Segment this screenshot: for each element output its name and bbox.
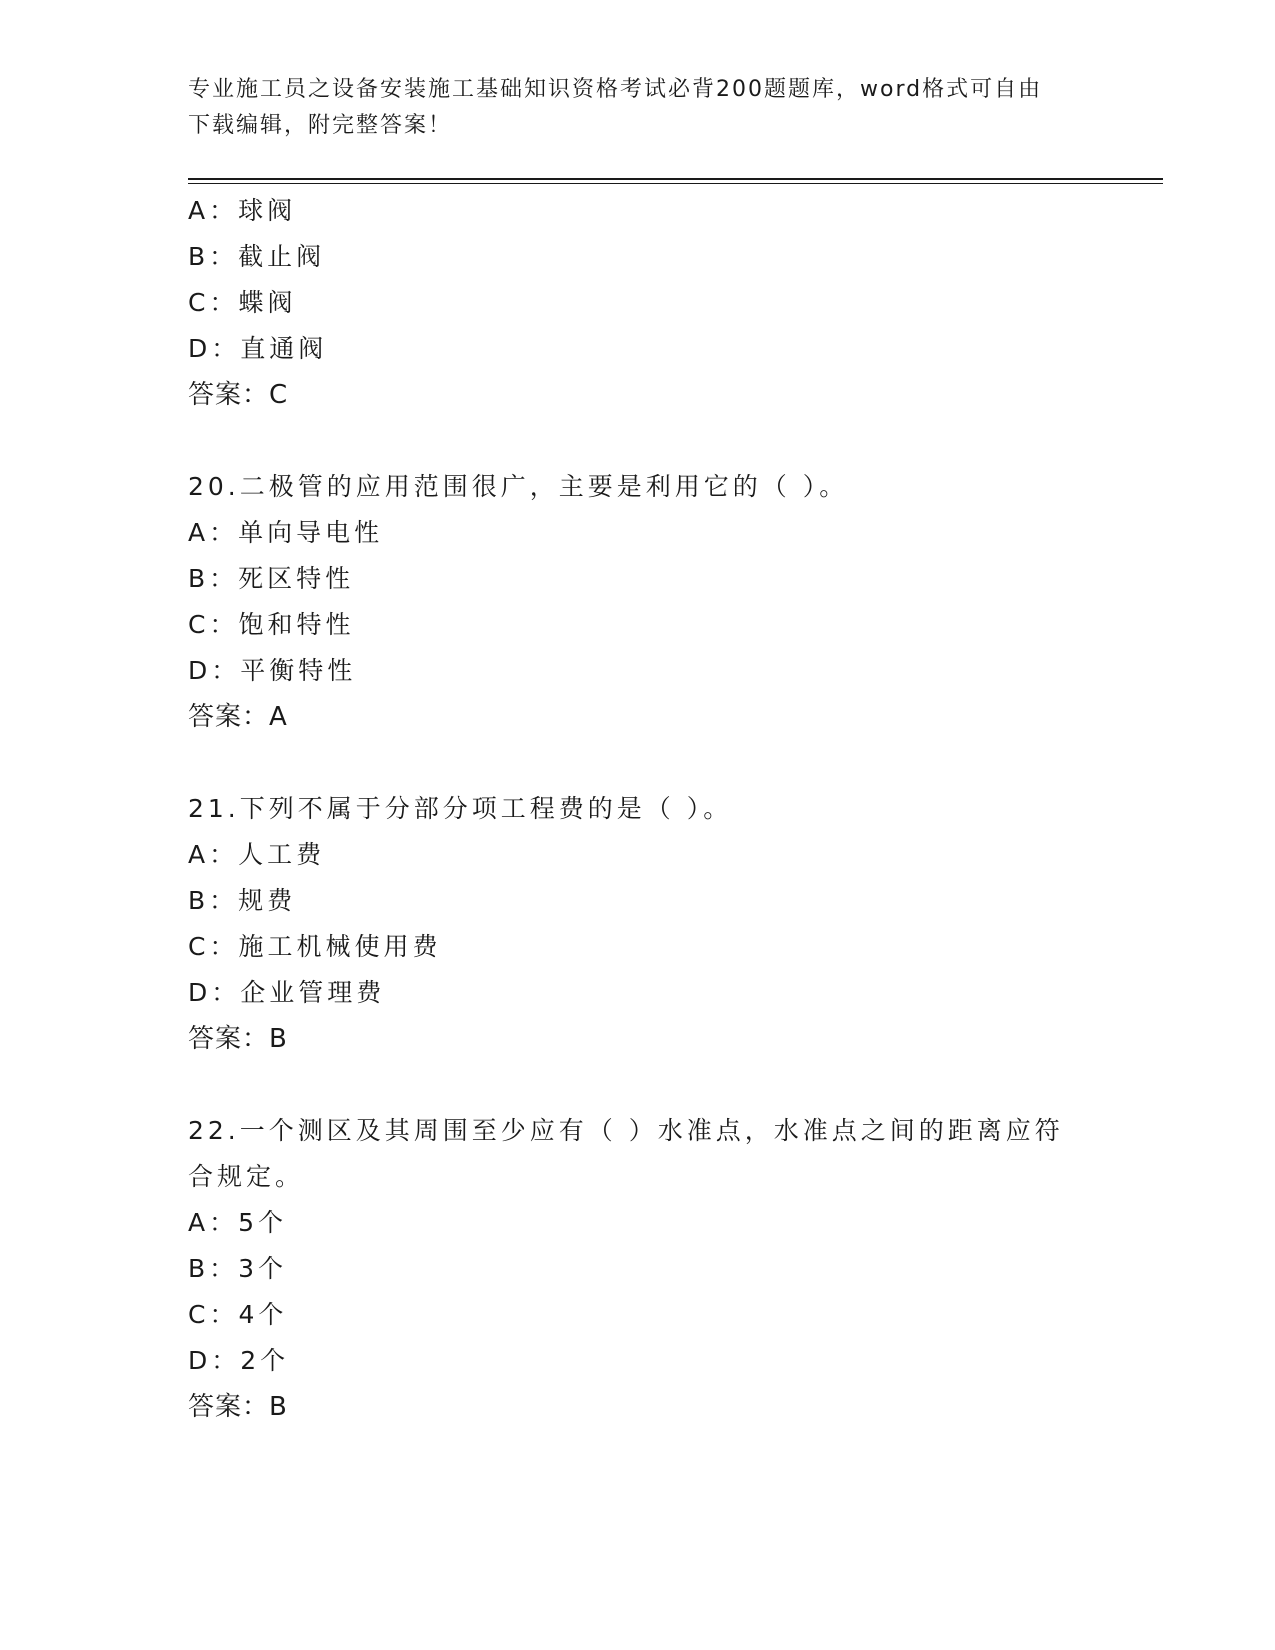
question-list (188, 188, 1088, 1430)
option-c: C：饱和特性 (188, 610, 355, 639)
question-text-line-2: 合规定。 (188, 1162, 305, 1191)
option-b: B：规费 (188, 886, 297, 915)
answer: 答案：A (188, 702, 288, 732)
question-text-line-1: 22.一个测区及其周围至少应有（ ）水准点，水准点之间的距离应符 (188, 1116, 1064, 1145)
spacer (188, 418, 1088, 464)
spacer (188, 1062, 1088, 1108)
question-20 (188, 464, 1088, 740)
document-header (188, 72, 1088, 144)
question-text: 20.二极管的应用范围很广，主要是利用它的（ ）。 (188, 472, 849, 501)
option-a: A：球阀 (188, 196, 297, 225)
option-d: D：2个 (188, 1346, 290, 1375)
option-b: B：死区特性 (188, 564, 355, 593)
option-c: C：4个 (188, 1300, 288, 1329)
option-d: D：企业管理费 (188, 978, 386, 1007)
option-a: A：5个 (188, 1208, 288, 1237)
spacer (188, 740, 1088, 786)
option-b: B：3个 (188, 1254, 288, 1283)
header-line-2: 下载编辑，附完整答案！ (188, 113, 453, 138)
option-c: C：蝶阀 (188, 288, 297, 317)
question-21 (188, 786, 1088, 1062)
option-b: B：截止阀 (188, 242, 326, 271)
header-line-1: 专业施工员之设备安装施工基础知识资格考试必背200题题库，word格式可自由 (188, 77, 1043, 102)
option-a: A：单向导电性 (188, 518, 384, 547)
question-text: 21.下列不属于分部分项工程费的是（ ）。 (188, 794, 733, 823)
question-19-remainder (188, 188, 1088, 418)
answer: 答案：B (188, 1392, 288, 1422)
answer: 答案：B (188, 1024, 288, 1054)
header-divider-thick (188, 178, 1163, 180)
option-a: A：人工费 (188, 840, 326, 869)
header-divider-thin (188, 183, 1163, 184)
option-d: D：直通阀 (188, 334, 328, 363)
answer: 答案：C (188, 380, 289, 410)
option-d: D：平衡特性 (188, 656, 357, 685)
question-22 (188, 1108, 1088, 1430)
option-c: C：施工机械使用费 (188, 932, 442, 961)
